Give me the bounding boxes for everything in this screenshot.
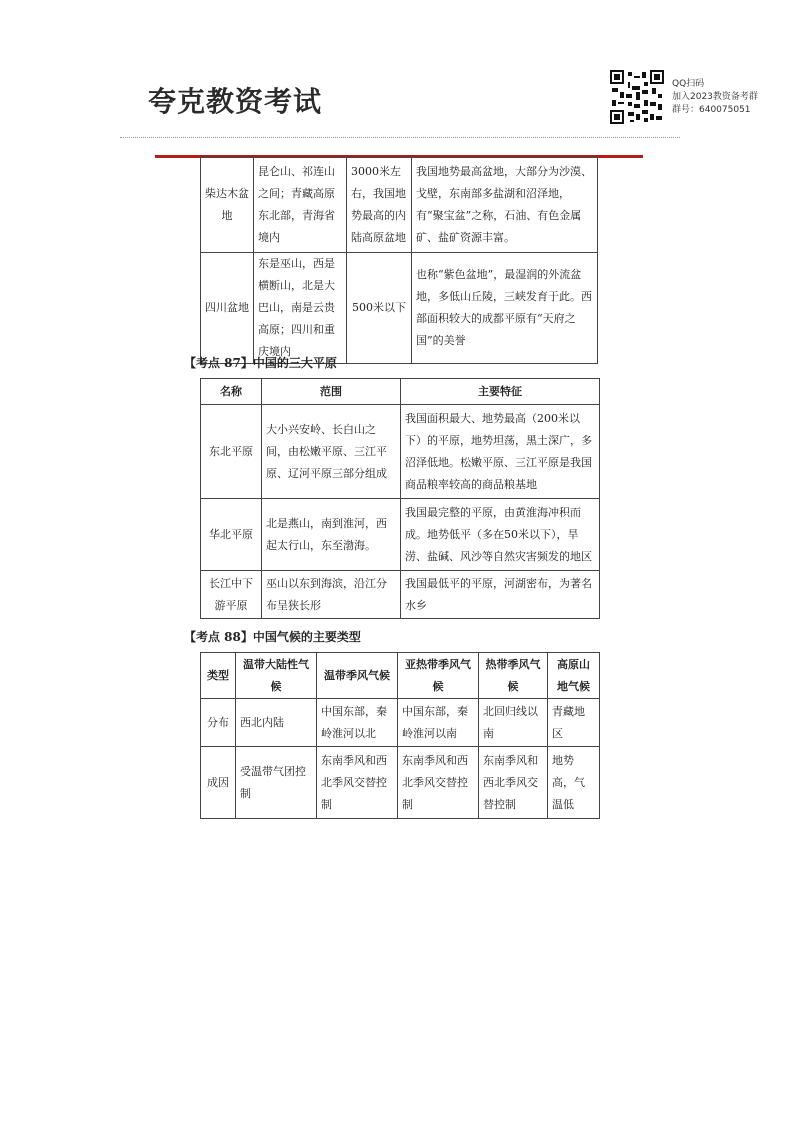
column-header: 温带大陆性气候 [236,653,317,699]
table-row [201,253,598,364]
qr-caption-line: 加入2023教资备考群 [672,92,758,102]
brand-logo: 夸克教资考试 [148,85,323,118]
table-cell: 东北平原 [201,405,262,499]
qr-caption [672,78,758,117]
table-header-row [201,653,600,699]
qr-caption-line: 群号：640075051 [672,105,751,115]
table-cell: 东南季风和西北季风交替控制 [398,747,479,819]
table-cell: 华北平原 [201,499,262,571]
table-row [201,405,600,499]
climate-table [200,652,600,819]
column-header: 温带季风气候 [317,653,398,699]
table-cell: 东南季风和西北季风交替控制 [479,747,548,819]
table-row [201,747,600,819]
table-cell: 四川盆地 [201,253,254,364]
basin-table [200,156,598,364]
qr-caption-line: QQ扫码 [672,79,705,89]
table-cell: 东是巫山，西是横断山，北是大巴山，南是云贵高原；四川和重庆境内 [254,253,347,364]
table-row [201,571,600,619]
table-cell: 昆仑山、祁连山之间；青藏高原东北部，青海省境内 [254,157,347,253]
table-cell: 3000米左右，我国地势最高的内陆高原盆地 [347,157,412,253]
table-cell: 大小兴安岭、长白山之间，由松嫩平原、三江平原、辽河平原三部分组成 [262,405,401,499]
section-heading: 【考点 88】中国气候的主要类型 [184,630,361,644]
column-header: 范围 [262,379,401,405]
column-header: 主要特征 [401,379,600,405]
header-divider [120,137,680,138]
table-cell: 我国地势最高盆地，大部分为沙漠、戈壁，东南部多盐湖和沼泽地，有“聚宝盆”之称，石油、有色金属矿、盐矿资源丰富。 [412,157,598,253]
table-row [201,699,600,747]
table-cell: 长江中下游平原 [201,571,262,619]
table-cell: 我国最低平的平原，河湖密布，为著名水乡 [401,571,600,619]
qr-code-icon [610,70,664,124]
table-cell: 分布 [201,699,236,747]
table-row [201,499,600,571]
column-header: 高原山地气候 [548,653,600,699]
table-cell: 青藏地区 [548,699,600,747]
table-cell: 北是燕山，南到淮河，西起太行山，东至渤海。 [262,499,401,571]
table-cell: 巫山以东到海滨，沿江分布呈狭长形 [262,571,401,619]
section-heading: 【考点 87】中国的三大平原 [184,356,337,370]
table-cell: 也称“紫色盆地”，最湿润的外流盆地，多低山丘陵，三峡发育于此。西部面积较大的成都平原有“天府之国”的美誉 [412,253,598,364]
table-cell: 我国面积最大、地势最高（200米以下）的平原，地势坦荡，黑土深广，多沼泽低地。松嫩平原、三江平原是我国商品粮率较高的商品粮基地 [401,405,600,499]
table-row [201,157,598,253]
column-header: 亚热带季风气候 [398,653,479,699]
column-header: 类型 [201,653,236,699]
table-cell: 500米以下 [347,253,412,364]
column-header: 名称 [201,379,262,405]
table-header-row [201,379,600,405]
table-cell: 我国最完整的平原，由黄淮海冲积而成。地势低平（多在50米以下），旱涝、盐碱、风沙等自然灾害频发的地区 [401,499,600,571]
table-cell: 中国东部，秦岭淮河以北 [317,699,398,747]
plains-table [200,378,600,619]
table-cell: 地势高，气温低 [548,747,600,819]
table-cell: 东南季风和西北季风交替控制 [317,747,398,819]
table-cell: 西北内陆 [236,699,317,747]
column-header: 热带季风气候 [479,653,548,699]
table-cell: 北回归线以南 [479,699,548,747]
table-cell: 受温带气团控制 [236,747,317,819]
table-cell: 中国东部，秦岭淮河以南 [398,699,479,747]
table-cell: 成因 [201,747,236,819]
table-cell: 柴达木盆地 [201,157,254,253]
